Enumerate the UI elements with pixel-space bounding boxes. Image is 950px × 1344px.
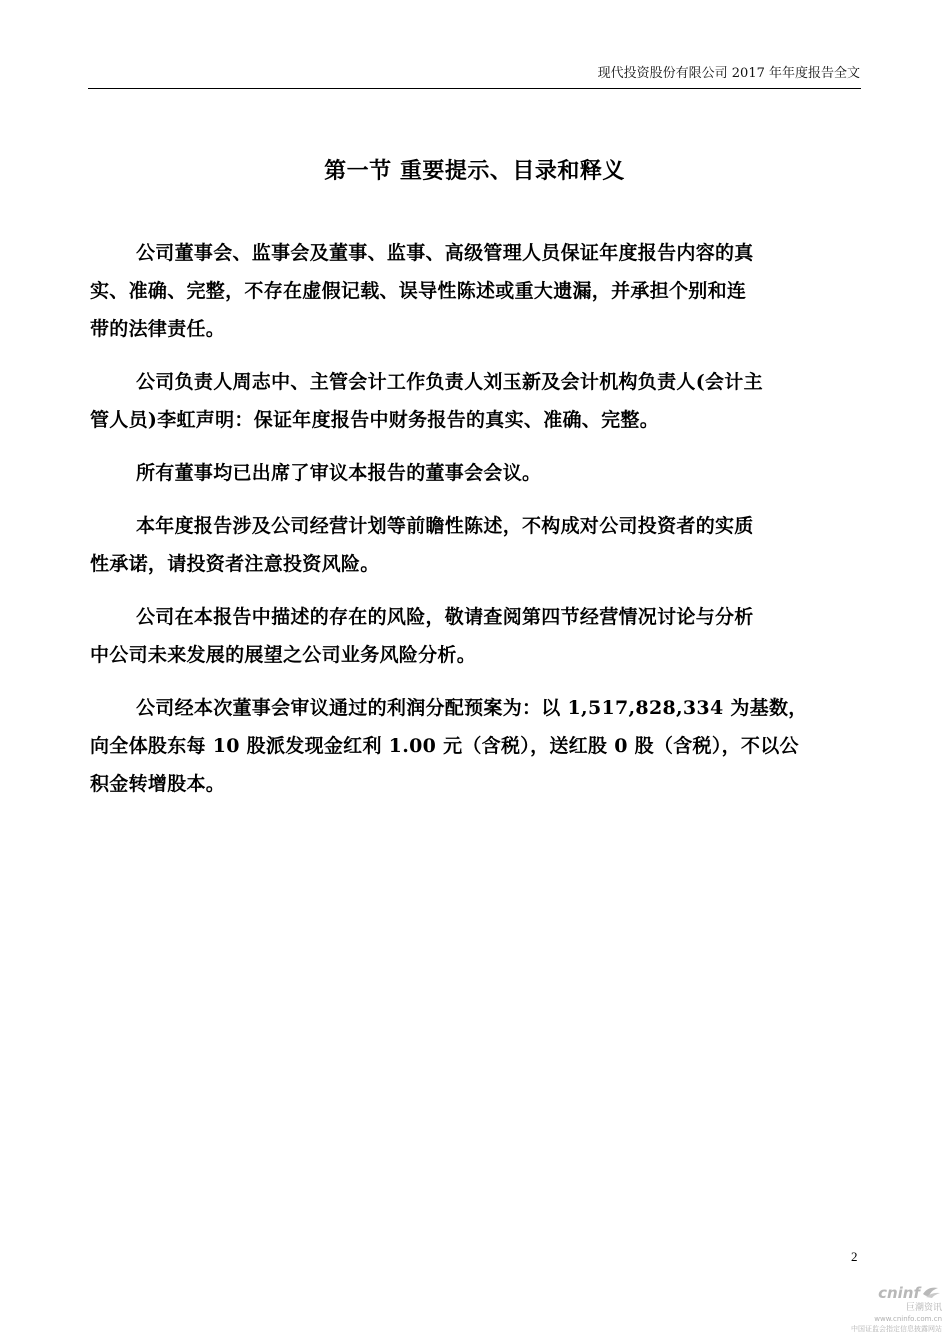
- watermark-org: 中国证监会指定信息披露网站: [851, 1325, 942, 1333]
- section-title: 第一节 重要提示、目录和释义: [324, 158, 625, 184]
- page-number: 2: [851, 1249, 858, 1264]
- paragraph-line: 带的法律责任。: [90, 318, 226, 340]
- paragraph-line: 公司董事会、监事会及董事、监事、高级管理人员保证年度报告内容的真: [136, 242, 754, 264]
- paragraph-profit-distribution: [90, 689, 860, 803]
- paragraph-line: 积金转增股本。: [90, 773, 226, 795]
- paragraph-line: 公司负责人周志中、主管会计工作负责人刘玉新及会计机构负责人(会计主: [136, 371, 763, 393]
- paragraph-risk: [90, 598, 860, 674]
- paragraph-responsibility: [90, 234, 860, 348]
- paragraph-line: 本年度报告涉及公司经营计划等前瞻性陈述，不构成对公司投资者的实质: [136, 515, 754, 537]
- paragraph-line: 公司在本报告中描述的存在的风险，敬请查阅第四节经营情况讨论与分析: [136, 606, 754, 628]
- paragraph-attendance: [90, 454, 860, 492]
- paragraph-line: 中公司未来发展的展望之公司业务风险分析。: [90, 644, 477, 666]
- paragraph-finance-statement: [90, 363, 860, 439]
- cninfo-watermark: [842, 1284, 942, 1340]
- running-header: 现代投资股份有限公司 2017 年年度报告全文: [597, 66, 860, 81]
- watermark-brand-cn: 巨潮资讯: [905, 1303, 942, 1313]
- paragraph-line: 实、准确、完整，不存在虚假记载、误导性陈述或重大遗漏，并承担个别和连: [90, 280, 747, 302]
- paragraph-forward-looking: [90, 507, 860, 583]
- paragraph-line: 所有董事均已出席了审议本报告的董事会会议。: [136, 462, 542, 484]
- watermark-brand: cninf: [878, 1284, 920, 1302]
- cninfo-logo-icon: [920, 1284, 942, 1300]
- paragraph-line: 向全体股东每 10 股派发现金红利 1.00 元（含税），送红股 0 股（含税），不以公: [90, 735, 799, 757]
- paragraph-line: 管人员)李虹声明：保证年度报告中财务报告的真实、准确、完整。: [90, 409, 659, 431]
- body-text: [90, 234, 860, 818]
- paragraph-line: 性承诺，请投资者注意投资风险。: [90, 553, 380, 575]
- header-rule: [88, 88, 861, 89]
- paragraph-line: 公司经本次董事会审议通过的利润分配预案为：以 1,517,828,334 为基数，: [136, 697, 808, 719]
- watermark-url: www.cninfo.com.cn: [874, 1315, 942, 1323]
